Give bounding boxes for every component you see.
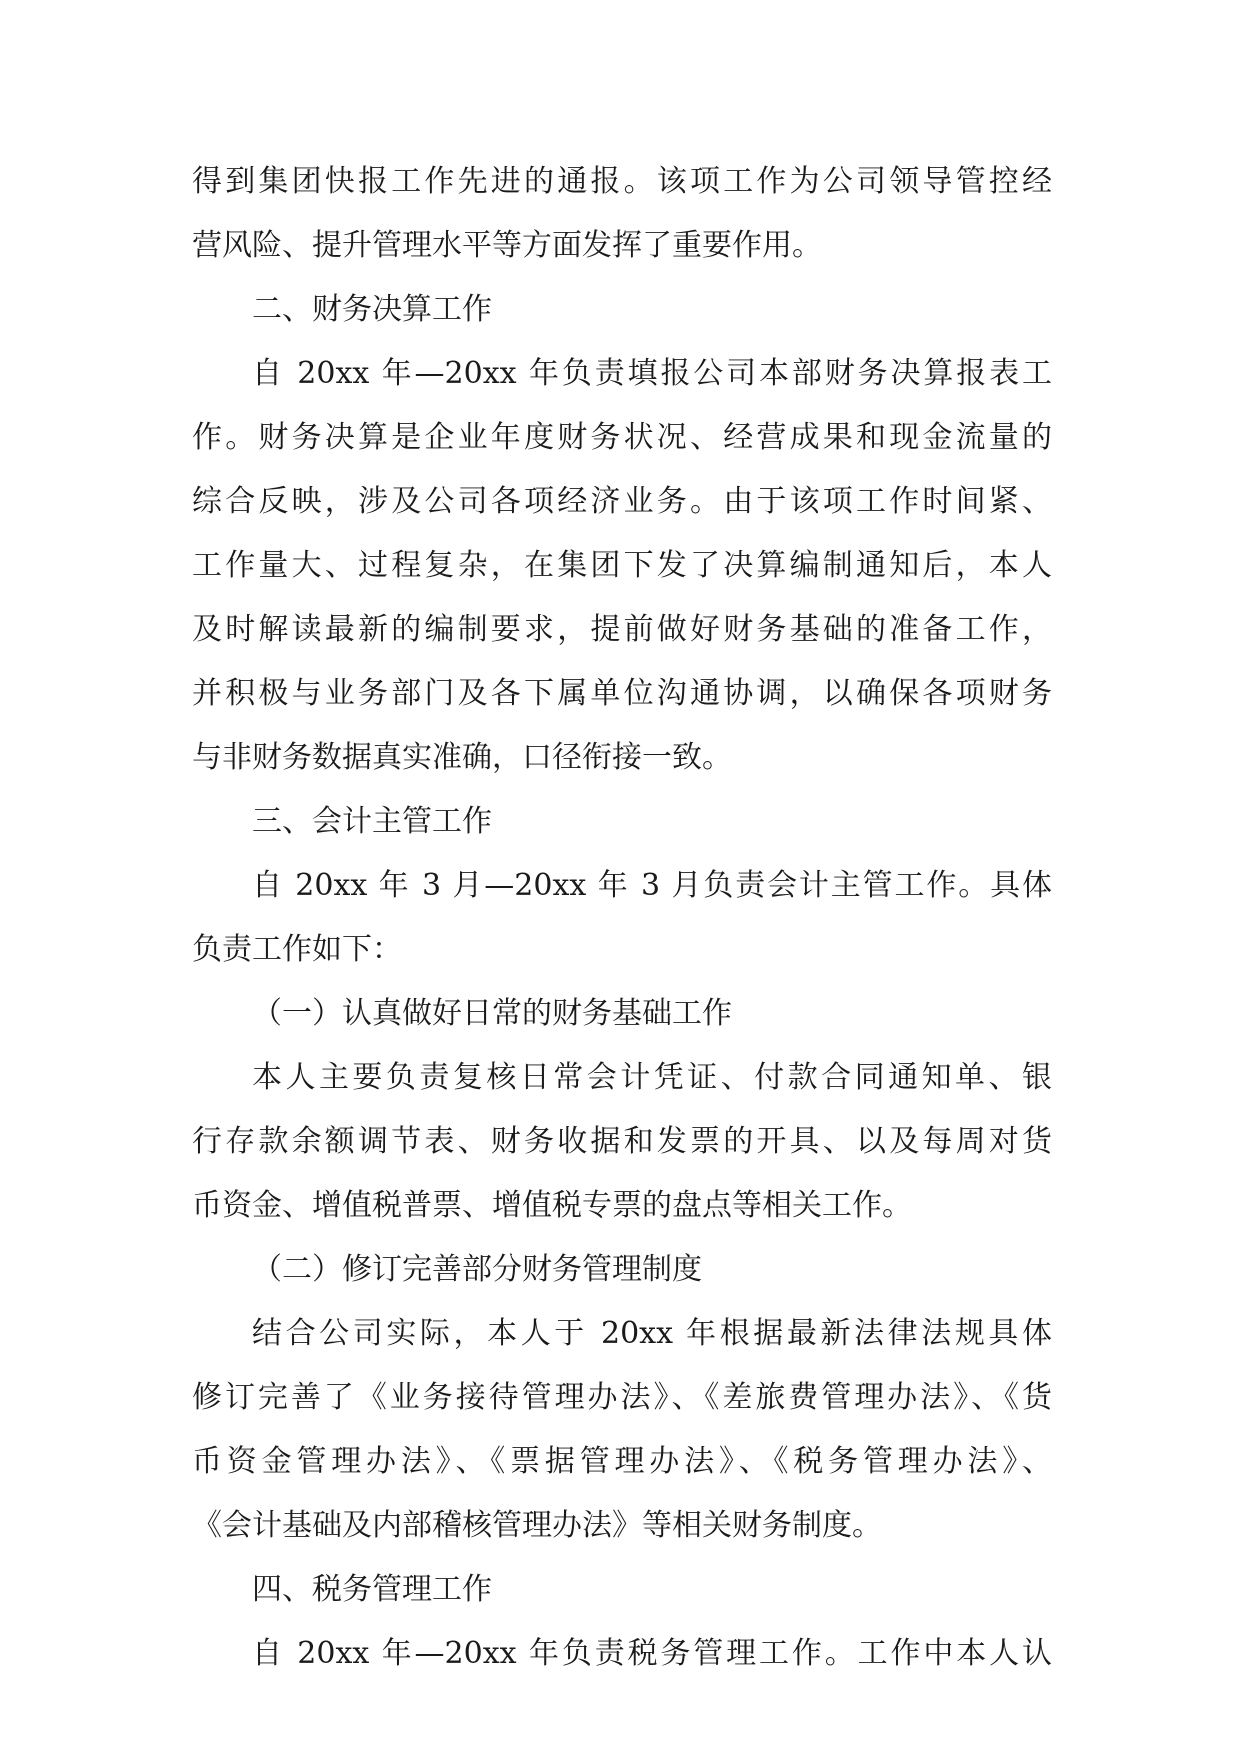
paragraph-line: 与非财务数据真实准确，口径衔接一致。 [192, 740, 732, 775]
paragraph-line: 本人主要负责复核日常会计凭证、付款合同通知单、银 [252, 1060, 1052, 1095]
paragraph-line: 得到集团快报工作先进的通报。该项工作为公司领导管控经 [192, 164, 1052, 199]
paragraph-line: 币资金、增值税普票、增值税专票的盘点等相关工作。 [192, 1188, 912, 1223]
paragraph-line: 并积极与业务部门及各下属单位沟通协调，以确保各项财务 [192, 676, 1052, 711]
paragraph-line: 《会计基础及内部稽核管理办法》等相关财务制度。 [192, 1508, 882, 1543]
paragraph-line: 行存款余额调节表、财务收据和发票的开具、以及每周对货 [192, 1124, 1052, 1159]
section-heading: （一）认真做好日常的财务基础工作 [252, 996, 732, 1031]
paragraph-line: 负责工作如下： [192, 932, 402, 967]
paragraph-line: 综合反映，涉及公司各项经济业务。由于该项工作时间紧、 [192, 484, 1052, 519]
section-heading: 三、会计主管工作 [252, 804, 492, 839]
paragraph-line: 营风险、提升管理水平等方面发挥了重要作用。 [192, 228, 822, 263]
paragraph-line: 自 20xx 年—20xx 年负责税务管理工作。工作中本人认 [252, 1636, 1052, 1671]
paragraph-line: 自 20xx 年—20xx 年负责填报公司本部财务决算报表工 [252, 356, 1052, 391]
section-heading: （二）修订完善部分财务管理制度 [252, 1252, 702, 1287]
document-page [192, 150, 1052, 1686]
paragraph-line: 修订完善了《业务接待管理办法》、《差旅费管理办法》、《货 [192, 1380, 1052, 1415]
section-heading: 二、财务决算工作 [252, 292, 492, 327]
section-heading: 四、税务管理工作 [252, 1572, 492, 1607]
paragraph-line: 自 20xx 年 3 月—20xx 年 3 月负责会计主管工作。具体 [252, 868, 1052, 903]
paragraph-line: 结合公司实际，本人于 20xx 年根据最新法律法规具体 [252, 1316, 1052, 1351]
paragraph-line: 工作量大、过程复杂，在集团下发了决算编制通知后，本人 [192, 548, 1052, 583]
paragraph-line: 币资金管理办法》、《票据管理办法》、《税务管理办法》、 [192, 1444, 1052, 1479]
paragraph-line: 作。财务决算是企业年度财务状况、经营成果和现金流量的 [192, 420, 1052, 455]
paragraph-line: 及时解读最新的编制要求，提前做好财务基础的准备工作， [192, 612, 1052, 647]
